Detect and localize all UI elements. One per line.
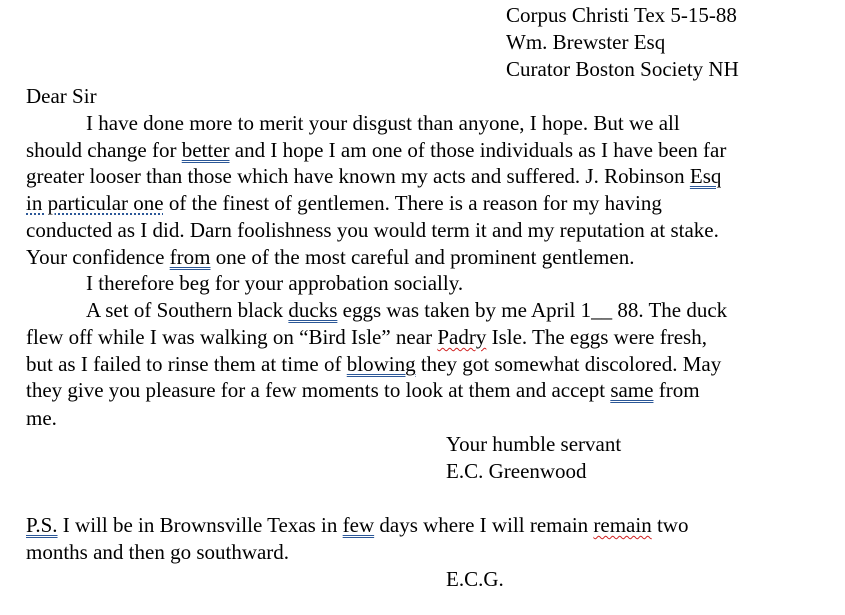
postscript-line-2: months and then go southward. xyxy=(26,540,290,564)
place-date: Corpus Christi Tex 5-15-88 xyxy=(506,3,737,27)
grammar-flagged-word[interactable]: few xyxy=(342,513,375,537)
recipient-title: Curator Boston Society NH xyxy=(506,57,739,81)
text-run: of the finest of gentlemen. There is a reason for my having xyxy=(163,191,662,215)
text-run: but as I failed to rinse them at time of xyxy=(26,352,347,376)
text-run: I will be in Brownsville Texas in xyxy=(57,513,343,537)
recipient-name: Wm. Brewster Esq xyxy=(506,30,666,54)
grammar-flagged-word[interactable]: blowing xyxy=(346,352,416,376)
paragraph-1-line-6 xyxy=(26,244,634,271)
paragraph-1-line-1: I have done more to merit your disgust than anyone, I hope. But we all xyxy=(86,111,680,135)
grammar-flagged-word[interactable]: Esq xyxy=(689,164,722,188)
text-run: Isle. The eggs were fresh, xyxy=(486,325,707,349)
grammar-flagged-word[interactable]: better xyxy=(181,138,230,162)
postscript-line-1 xyxy=(26,512,688,539)
text-run: and I hope I am one of those individuals as I have been far xyxy=(229,138,727,162)
text-run: flew off while I was walking on “Bird Isle” near xyxy=(26,325,438,349)
paragraph-3-line-2 xyxy=(26,324,707,351)
salutation: Dear Sir xyxy=(26,84,97,108)
grammar-flagged-word[interactable]: ducks xyxy=(288,298,338,322)
text-run: from xyxy=(653,378,700,402)
paragraph-3-line-5: me. xyxy=(26,406,57,430)
text-run: eggs was taken by me April 1__ 88. The duck xyxy=(337,298,728,322)
text-run: greater looser than those which have known my acts and suffered. J. Robinson xyxy=(26,164,690,188)
grammar-flagged-word[interactable]: same xyxy=(610,378,654,402)
paragraph-1-line-3 xyxy=(26,163,721,190)
text-run: A set of Southern black xyxy=(86,298,289,322)
text-run: days where I will remain xyxy=(374,513,594,537)
text-run: should change for xyxy=(26,138,182,162)
complimentary-close: Your humble servant xyxy=(446,432,622,456)
repeated-word-flag[interactable]: remain xyxy=(593,513,652,537)
text-run: they got somewhat discolored. May xyxy=(415,352,722,376)
paragraph-1-line-4 xyxy=(26,190,662,217)
grammar-flagged-word[interactable]: P.S. xyxy=(26,513,58,537)
spelling-flagged-word[interactable]: Padry xyxy=(437,325,487,349)
postscript-initials: E.C.G. xyxy=(446,567,504,591)
paragraph-3-line-1 xyxy=(86,297,727,324)
paragraph-2: I therefore beg for your approbation socially. xyxy=(86,271,464,295)
paragraph-3-line-3 xyxy=(26,351,721,378)
text-run: one of the most careful and prominent gentlemen. xyxy=(210,245,635,269)
paragraph-3-line-4 xyxy=(26,377,700,404)
paragraph-1-line-2 xyxy=(26,137,726,164)
signature: E.C. Greenwood xyxy=(446,459,587,483)
paragraph-1-line-5: conducted as I did. Darn foolishness you would term it and my reputation at stake. xyxy=(26,218,719,242)
text-run: they give you pleasure for a few moments to look at them and accept xyxy=(26,378,611,402)
grammar-flagged-word[interactable]: from xyxy=(169,245,211,269)
text-run: Your confidence xyxy=(26,245,170,269)
grammar-flagged-phrase[interactable]: in particular one xyxy=(26,191,164,215)
text-run: two xyxy=(651,513,689,537)
